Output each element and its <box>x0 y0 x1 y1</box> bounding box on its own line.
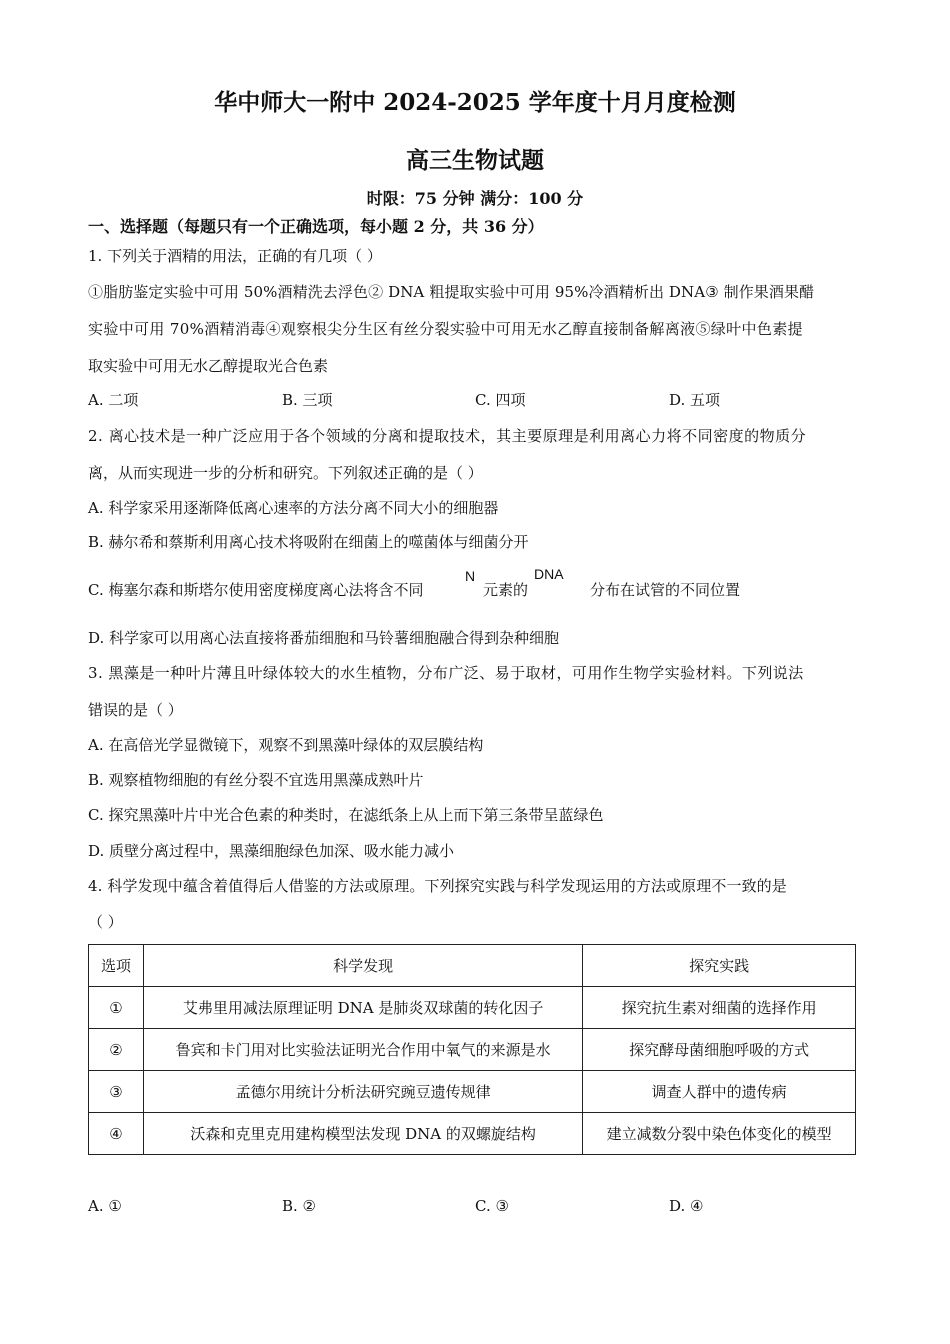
q2-stem-line1: 2. 离心技术是一种广泛应用于各个领域的分离和提取技术，其主要原理是利用离心力将不同密度的物质分 <box>88 427 807 445</box>
q4-table <box>88 944 856 1155</box>
table-header-row <box>89 945 856 987</box>
table-header-cell: 探究实践 <box>583 945 856 987</box>
q3-option-d: D. 质壁分离过程中，黑藻细胞绿色加深、吸水能力减小 <box>88 842 455 860</box>
q4-stem-line1: 4. 科学发现中蕴含着值得后人借鉴的方法或原理。下列探究实践与科学发现运用的方法或原理不一致的是 <box>88 877 787 895</box>
q1-option-d: D. 五项 <box>669 391 721 409</box>
q2-option-a: A. 科学家采用逐渐降低离心速率的方法分离不同大小的细胞器 <box>88 499 499 517</box>
table-header-cell: 选项 <box>89 945 144 987</box>
q4-option-c: C. ③ <box>475 1197 509 1215</box>
q4-option-a: A. ① <box>88 1197 122 1215</box>
table-cell: 探究酵母菌细胞呼吸的方式 <box>583 1029 856 1071</box>
table-cell: ② <box>89 1029 144 1071</box>
q3-option-b: B. 观察植物细胞的有丝分裂不宜选用黑藻成熟叶片 <box>88 771 424 789</box>
exam-title: 高三生物试题 <box>406 147 544 174</box>
q1-stem: 1. 下列关于酒精的用法，正确的有几项（ ） <box>88 247 382 265</box>
time-info: 时限：75 分钟 满分：100 分 <box>366 189 584 208</box>
q2-option-c-element: 元素的 <box>483 581 529 599</box>
table-header-cell: 科学发现 <box>143 945 582 987</box>
q1-option-a: A. 二项 <box>88 391 139 409</box>
q1-statement-line2: 实验中可用 70%酒精消毒④观察根尖分生区有丝分裂实验中可用无水乙醇直接制备解离液⑤绿叶中色素提 <box>88 320 803 338</box>
table-cell: ③ <box>89 1071 144 1113</box>
q2-option-c-dna: DNA <box>534 566 564 582</box>
section-heading: 一、选择题（每题只有一个正确选项，每小题 2 分，共 36 分） <box>88 217 544 236</box>
q2-option-c: C. 梅塞尔森和斯塔尔使用密度梯度离心法将含不同 <box>88 581 424 599</box>
q3-stem-line1: 3. 黑藻是一种叶片薄且叶绿体较大的水生植物，分布广泛、易于取材，可用作生物学实验材料。下列说法 <box>88 664 804 682</box>
q4-option-b: B. ② <box>282 1197 317 1215</box>
table-row <box>89 987 856 1029</box>
q4-stem-line2: （ ） <box>88 913 123 931</box>
table-cell: 沃森和克里克用建构模型法发现 DNA 的双螺旋结构 <box>143 1113 582 1155</box>
table-cell: 建立减数分裂中染色体变化的模型 <box>583 1113 856 1155</box>
table-cell: 调查人群中的遗传病 <box>583 1071 856 1113</box>
q3-option-c: C. 探究黑藻叶片中光合色素的种类时，在滤纸条上从上而下第三条带呈蓝绿色 <box>88 806 604 824</box>
table-row <box>89 1071 856 1113</box>
q1-option-c: C. 四项 <box>475 391 526 409</box>
table-row <box>89 1113 856 1155</box>
q2-option-b: B. 赫尔希和蔡斯利用离心技术将吸附在细菌上的噬菌体与细菌分开 <box>88 533 529 551</box>
table-row <box>89 1029 856 1071</box>
table-cell: ④ <box>89 1113 144 1155</box>
table-cell: 鲁宾和卡门用对比实验法证明光合作用中氧气的来源是水 <box>143 1029 582 1071</box>
q3-option-a: A. 在高倍光学显微镜下，观察不到黑藻叶绿体的双层膜结构 <box>88 736 484 754</box>
q1-statement-line3: 取实验中可用无水乙醇提取光合色素 <box>88 357 329 375</box>
table-cell: 艾弗里用减法原理证明 DNA 是肺炎双球菌的转化因子 <box>143 987 582 1029</box>
q1-option-b: B. 三项 <box>282 391 333 409</box>
q2-option-c-rest: 分布在试管的不同位置 <box>590 581 741 599</box>
q2-option-c-nitrogen: N <box>465 568 476 584</box>
q1-statement-line1: ①脂肪鉴定实验中可用 50%酒精洗去浮色② DNA 粗提取实验中可用 95%冷酒精析出 DNA③ 制作果酒果醋 <box>88 283 815 301</box>
q3-stem-line2: 错误的是（ ） <box>88 701 183 719</box>
school-title: 华中师大一附中 2024-2025 学年度十月月度检测 <box>214 89 736 116</box>
q2-option-d: D. 科学家可以用离心法直接将番茄细胞和马铃薯细胞融合得到杂种细胞 <box>88 629 560 647</box>
table-cell: ① <box>89 987 144 1029</box>
q2-stem-line2: 离，从而实现进一步的分析和研究。下列叙述正确的是（ ） <box>88 464 483 482</box>
table-cell: 孟德尔用统计分析法研究豌豆遗传规律 <box>143 1071 582 1113</box>
table-cell: 探究抗生素对细菌的选择作用 <box>583 987 856 1029</box>
q4-option-d: D. ④ <box>669 1197 704 1215</box>
